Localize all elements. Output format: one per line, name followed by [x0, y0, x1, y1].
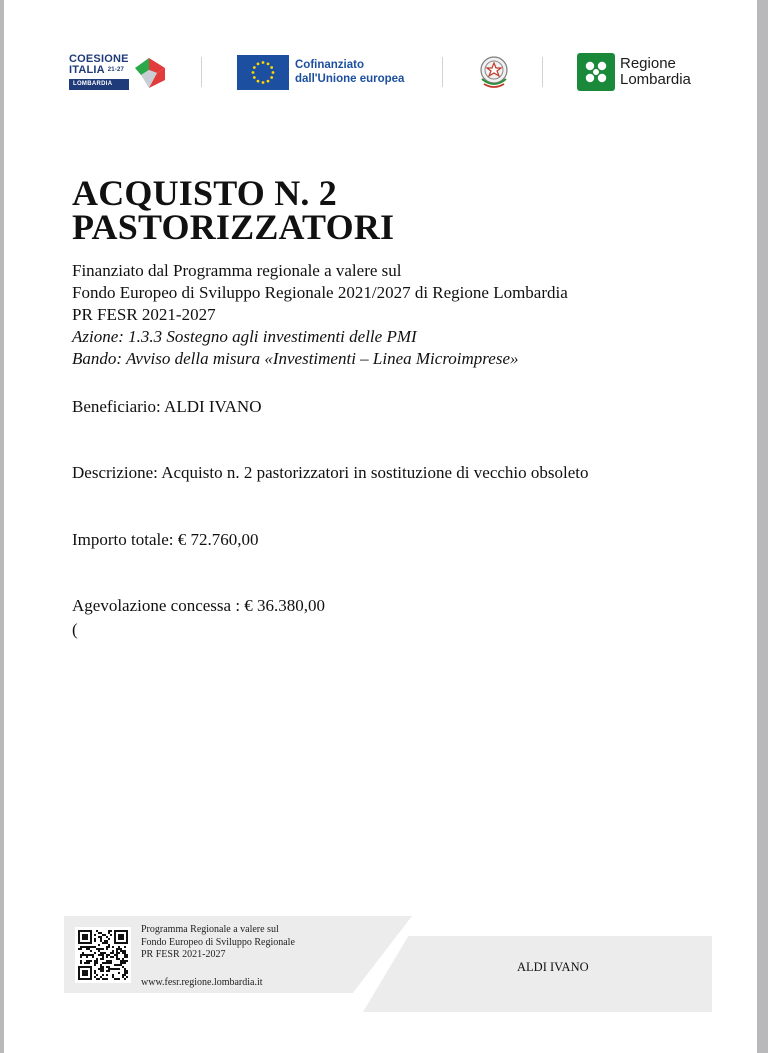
logo-separator	[542, 57, 543, 87]
eu-logo-text: Cofinanziato dall'Unione europea	[295, 59, 405, 85]
description-field: Descrizione: Acquisto n. 2 pastorizzatori in sostituzione di vecchio obsoleto	[72, 463, 589, 482]
funding-action: Azione: 1.3.3 Sostegno agli investimenti delle PMI	[72, 327, 417, 346]
page-edge-right	[757, 0, 768, 1053]
project-title: ACQUISTO N. 2 PASTORIZZATORI	[72, 173, 395, 247]
funding-call: Bando: Avviso della misura «Investimenti – Linea Microimprese»	[72, 349, 519, 368]
italian-republic-emblem-icon	[478, 53, 510, 91]
regione-lombardia-mark-icon	[577, 53, 615, 91]
logo-separator	[201, 57, 202, 87]
coesione-logo-subtext: ITALIA $^{21-27}$	[69, 64, 125, 76]
qr-code-icon	[75, 927, 131, 988]
funding-line: Finanziato dal Programma regionale a valere sul	[72, 261, 402, 280]
funding-line: PR FESR 2021-2027	[72, 305, 216, 324]
beneficiary-field: Beneficiario: ALDI IVANO	[72, 397, 262, 416]
footer-program-text: Programma Regionale a valere sul Fondo Europeo di Sviluppo Regionale PR FESR 2021-2027	[141, 924, 295, 960]
page-edge-left	[0, 0, 4, 1053]
coesione-mark-icon	[133, 54, 167, 90]
regione-lombardia-text: Regione Lombardia	[620, 55, 691, 88]
logo-separator	[442, 57, 443, 87]
funding-line: Fondo Europeo di Sviluppo Regionale 2021/2027 di Regione Lombardia	[72, 283, 568, 302]
stray-character: (	[72, 620, 78, 639]
eu-cofinanced-logo	[237, 55, 417, 91]
grant-amount-field: Agevolazione concessa : € 36.380,00	[72, 596, 326, 615]
regione-lombardia-logo	[577, 53, 717, 93]
total-amount-field: Importo totale: € 72.760,00	[72, 530, 259, 549]
funding-statement	[72, 260, 568, 370]
coesione-logo-text: COESIONE	[69, 53, 129, 65]
footer-right-band	[363, 936, 712, 1012]
eu-flag-icon	[237, 55, 289, 90]
coesione-italia-logo	[69, 52, 169, 92]
footer-website-link[interactable]: www.fesr.regione.lombardia.it	[141, 977, 263, 988]
footer-beneficiary: ALDI IVANO	[517, 960, 589, 974]
coesione-logo-region: LOMBARDIA	[69, 79, 129, 90]
